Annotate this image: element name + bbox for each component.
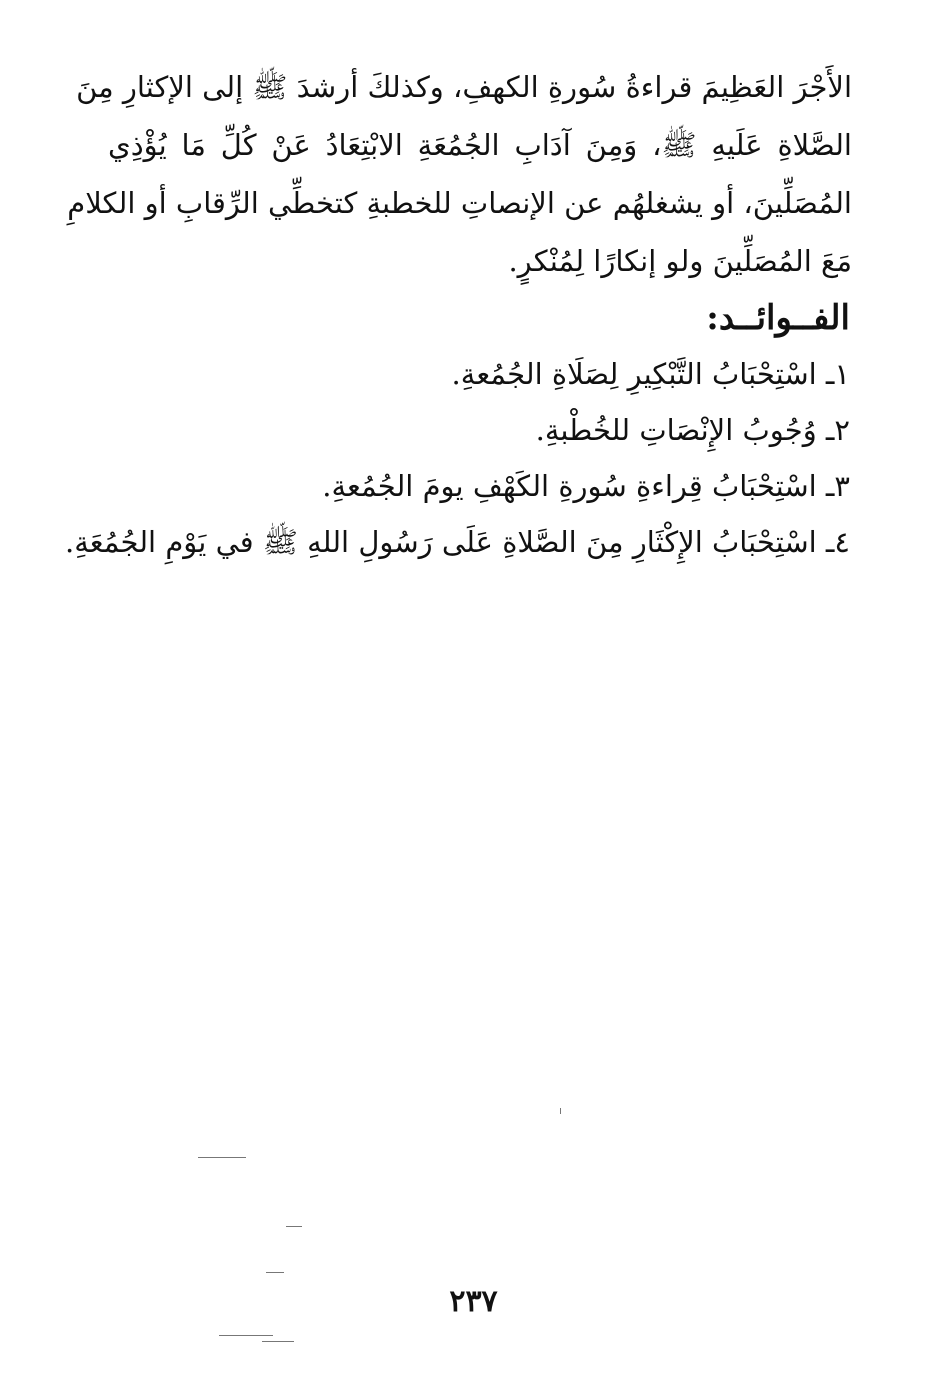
scan-artifact-line	[266, 1272, 284, 1273]
paragraph-line: مَعَ المُصَلِّينَ ولو إنكارًا لِمُنْكرٍ.	[508, 244, 852, 278]
benefit-item: ١ـ اسْتِحْبَابُ التَّبْكِيرِ لِصَلَاةِ الجُمُعةِ.	[451, 357, 850, 391]
benefits-heading: الفــوائــد:	[706, 298, 850, 338]
paragraph-line: الأَجْرَ العَظِيمَ قراءةُ سُورةِ الكهفِ، وكذلكَ أرشدَ ﷺ إلى الإكثارِ مِنَ	[76, 70, 852, 104]
scan-artifact-line	[198, 1157, 246, 1158]
benefits-list	[64, 346, 850, 570]
paragraph-line: المُصَلِّينَ، أو يشغلهُم عن الإنصاتِ للخطبةِ كتخطِّي الرِّقابِ أو الكلامِ	[67, 186, 852, 220]
body-paragraph	[67, 58, 852, 290]
scan-artifact-line	[262, 1341, 294, 1342]
page-number: ٢٣٧	[449, 1284, 498, 1319]
scan-artifact-dot	[560, 1108, 561, 1114]
scan-artifact-line	[286, 1226, 302, 1227]
benefit-item: ٣ـ اسْتِحْبَابُ قِراءةِ سُورةِ الكَهْفِ يومَ الجُمُعةِ.	[322, 469, 850, 503]
benefit-item: ٤ـ اسْتِحْبَابُ الإِكْثَارِ مِنَ الصَّلاةِ عَلَى رَسُولِ اللهِ ﷺ في يَوْمِ الجُمُعَةِ.	[64, 525, 850, 559]
benefit-item: ٢ـ وُجُوبُ الإِنْصَاتِ للخُطْبةِ.	[535, 413, 850, 447]
scan-artifact-line	[219, 1335, 273, 1336]
paragraph-line: الصَّلاةِ عَلَيهِ ﷺ، وَمِنَ آدَابِ الجُمُعَةِ الابْتِعَادُ عَنْ كُلِّ مَا يُؤْذِي	[108, 128, 852, 162]
